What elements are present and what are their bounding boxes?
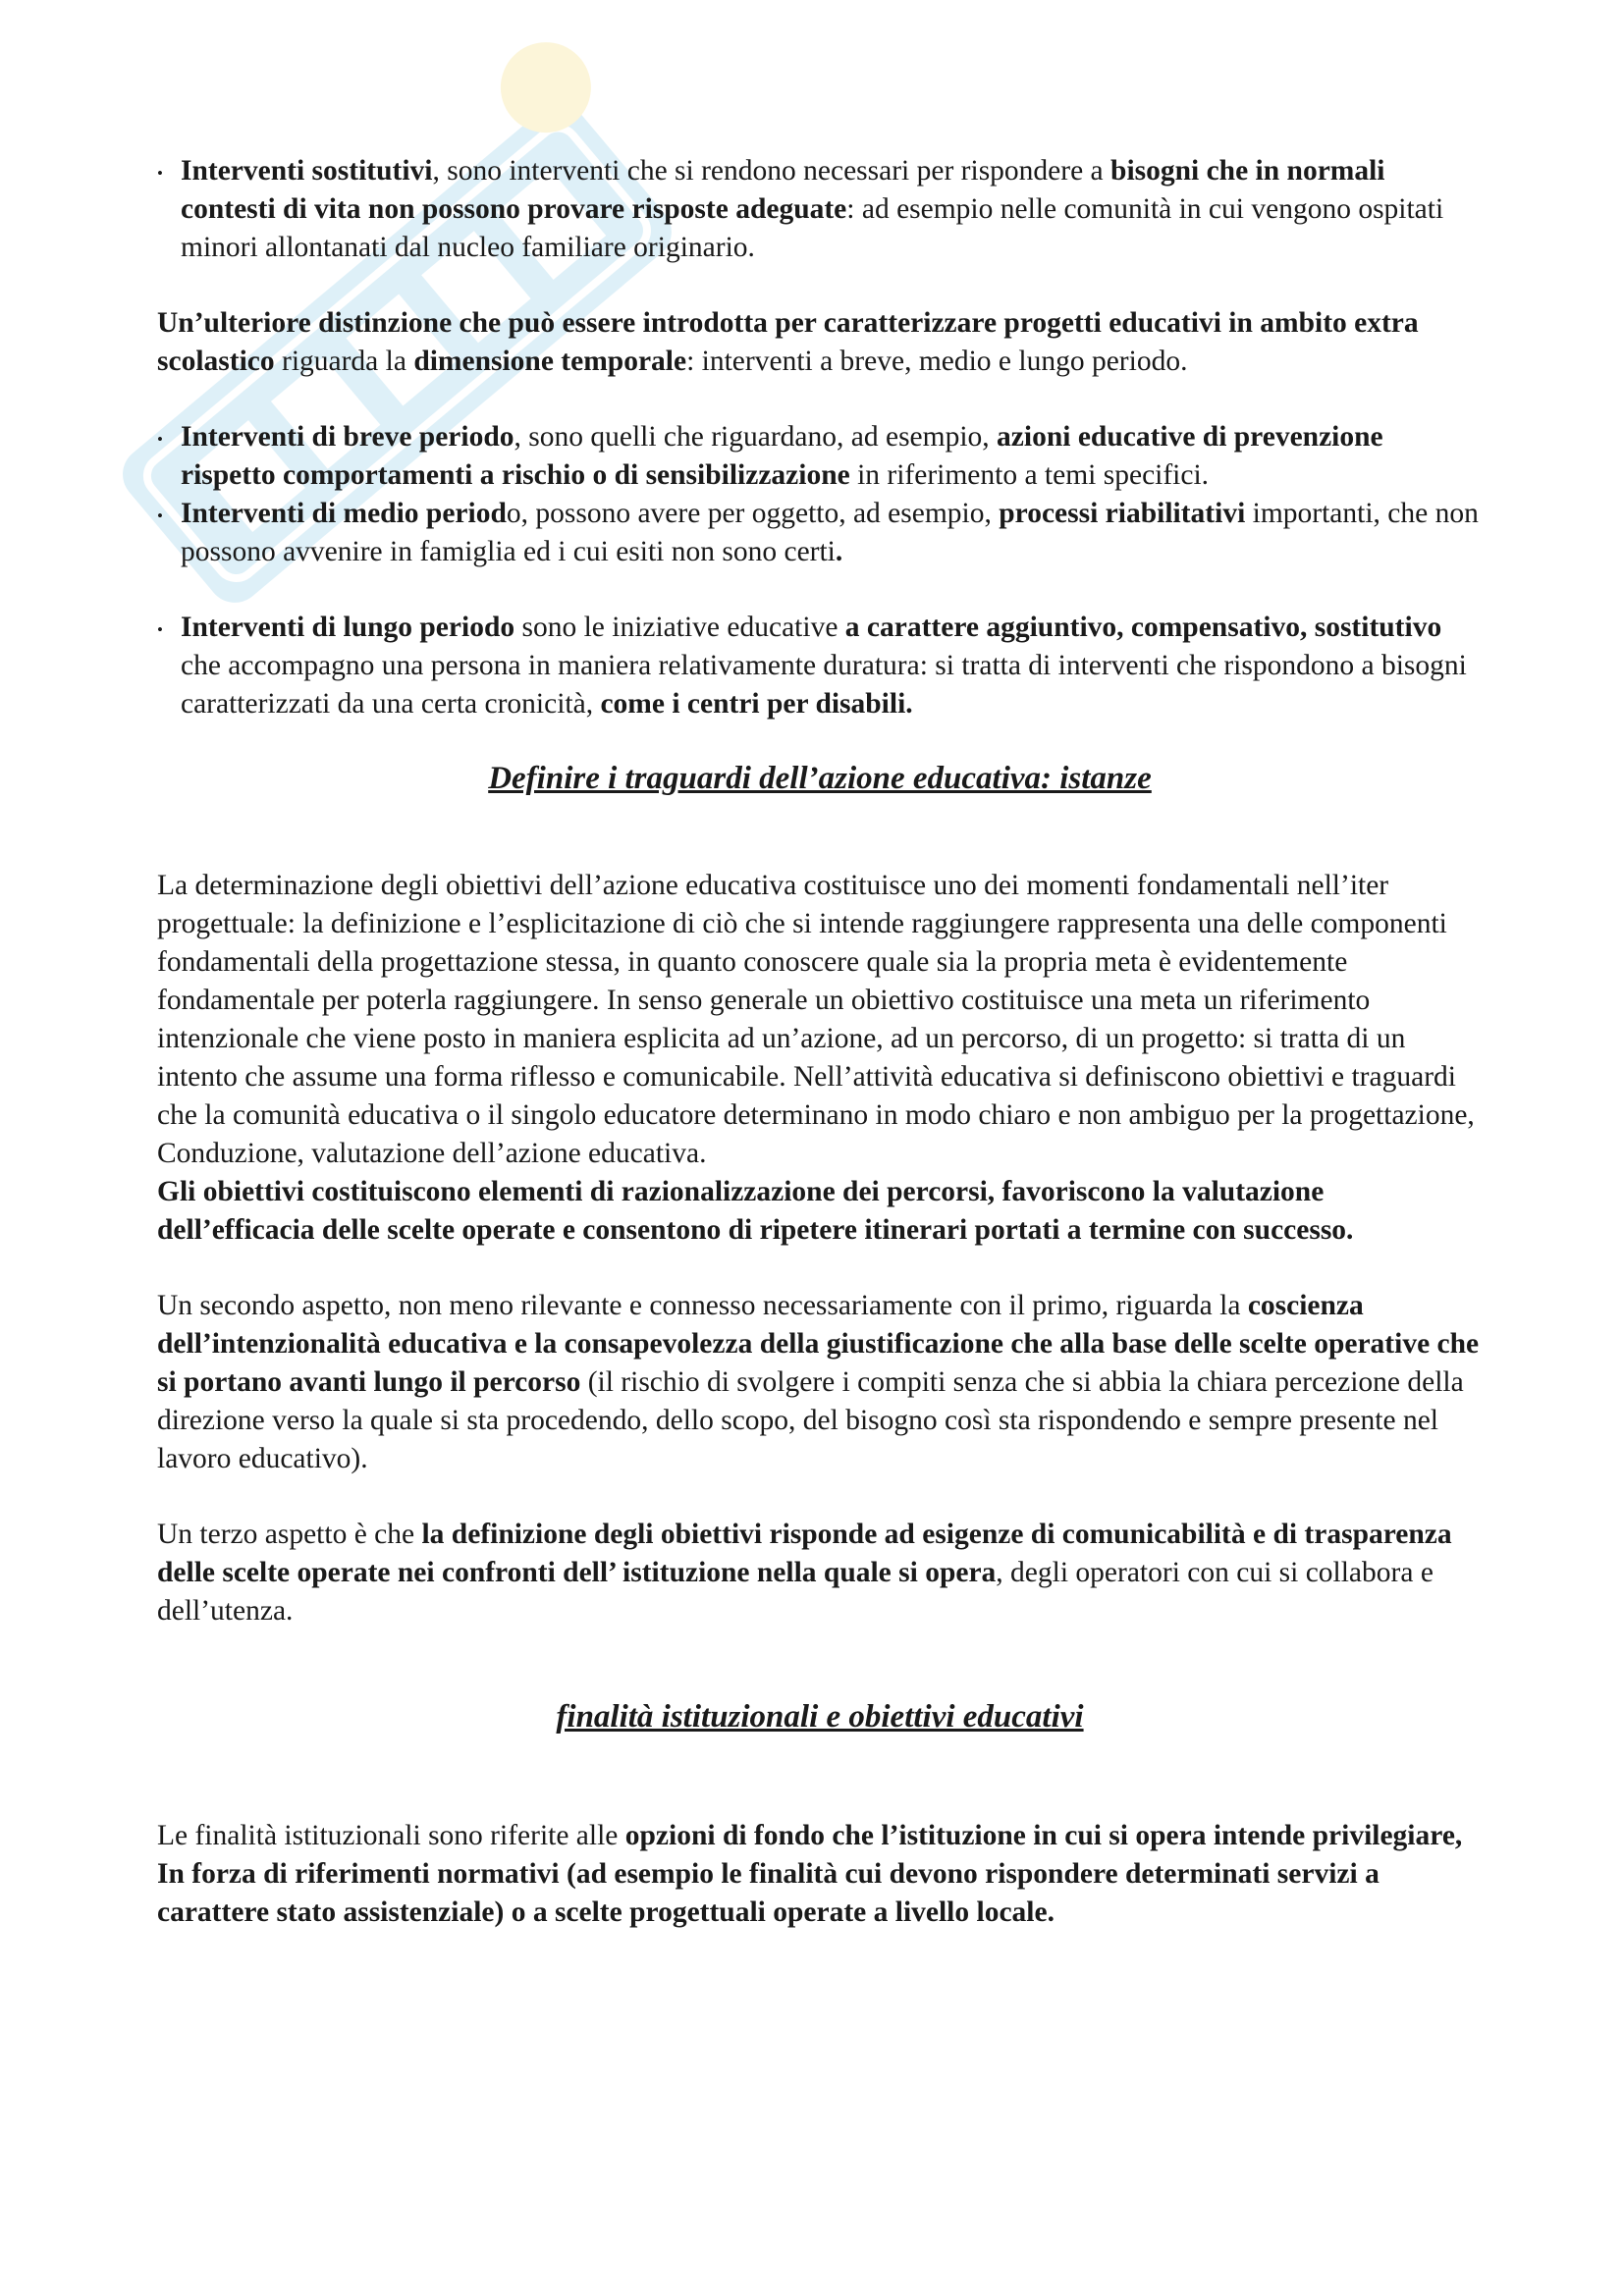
paragraph-razionalizzazione <box>157 1173 1483 1250</box>
bold-text-run: coscienza dell’intenzionalità educativa e la consapevolezza della giustificazione che alla base delle scelte operative che si portano avanti lungo il percorso <box>157 1290 1480 1398</box>
text-run: , sono quelli che riguardano, ad esempio, <box>514 421 998 453</box>
paragraph-obiettivi <box>157 867 1483 1173</box>
bold-text-run: opzioni di fondo che l’istituzione in cui si opera intende privilegiare, In forza di riferimenti normativi (ad esempio le finalità cui devono rispondere determinati servizi a carattere stato assistenziale) o a scelte progettuali operate a livello locale. <box>157 1820 1463 1928</box>
text-run: , sono interventi che si rendono necessari per rispondere a <box>432 155 1111 187</box>
document-page <box>157 152 1483 1932</box>
bold-text-run: dimensione temporale <box>413 346 687 377</box>
text-run: , degli operatori con cui si collabora e dell’utenza. <box>157 1557 1434 1627</box>
bold-text-run: Interventi di breve periodo <box>181 421 514 453</box>
paragraph-temporal-dimension <box>157 304 1483 381</box>
bold-text-run: processi riabilitativi <box>999 498 1246 529</box>
bullet-list-long <box>157 609 1483 723</box>
bold-text-run: bisogni che in normali contesti di vita non possono provare risposte adeguate <box>181 155 1385 225</box>
section-heading-finalita: finalità istituzionali e obiettivi educativi <box>556 1699 1084 1735</box>
paragraph-finalita-istituzionali <box>157 1817 1483 1932</box>
bullet-item <box>157 495 1483 571</box>
bold-text-run: Interventi di medio period <box>181 498 507 529</box>
text-run: o, possono avere per oggetto, ad esempio, <box>506 498 1000 529</box>
text-run: Le finalità istituzionali sono riferite alle <box>157 1820 625 1851</box>
text-run: La determinazione degli obiettivi dell’azione educativa costituisce uno dei momenti fondamentali nell’iter progettuale: la definizione e l’esplicitazione di ciò che si intende raggiungere rappresenta una delle componenti fondamentali della progettazione stessa, in quanto conoscere quale sia la propria meta è evidentemente fondamentale per poterla raggiungere. In senso generale un obiettivo costituisce una meta un riferimento intenzionale che viene posto in maniera esplicita ad un’azione, ad un percorso, di un progetto: si tratta di un intento che assume una forma riflesso e comunicabile. Nell’attività educativa si definiscono obiettivi e traguardi che la comunità educativa o il singolo educatore determinano in modo chiaro e non ambiguo per la progettazione, Conduzione, valutazione dell’azione educativa. <box>157 870 1475 1169</box>
text-run: importanti, che non possono avvenire in famiglia ed i cui esiti non sono certi <box>181 498 1479 567</box>
bold-text-run: Interventi di lungo periodo <box>181 612 515 643</box>
bold-text-run: a carattere aggiuntivo, compensativo, sostitutivo <box>844 612 1442 643</box>
bold-text-run: . <box>835 536 843 567</box>
bullet-list-substitutive <box>157 152 1483 267</box>
paragraph-terzo-aspetto <box>157 1516 1483 1630</box>
bold-text-run: come i centri per disabili. <box>600 688 913 720</box>
text-run: Un terzo aspetto è che <box>157 1519 422 1550</box>
section-heading-traguardi: Definire i traguardi dell’azione educativa: istanze <box>488 761 1152 796</box>
bullet-list-short-medium <box>157 418 1483 571</box>
text-run: : interventi a breve, medio e lungo periodo. <box>686 346 1188 377</box>
text-run: sono le iniziative educative <box>514 612 845 643</box>
bullet-item <box>157 418 1483 495</box>
bold-text-run: Interventi sostitutivi <box>181 155 433 187</box>
text-run: (il rischio di svolgere i compiti senza che si abbia la chiara percezione della direzione verso la quale si sta procedendo, dello scopo, del bisogno così sta rispondendo e sempre presente nel lavoro educativo). <box>157 1366 1464 1474</box>
bold-text-run: Gli obiettivi costituiscono elementi di razionalizzazione dei percorsi, favoriscono la valutazione dell’efficacia delle scelte operate e consentono di ripetere itinerari portati a termine con successo. <box>157 1176 1354 1246</box>
text-run: : ad esempio nelle comunità in cui vengono ospitati minori allontanati dal nucleo familiare originario. <box>181 193 1444 263</box>
text-run: riguarda la <box>274 346 414 377</box>
bullet-item <box>157 152 1483 267</box>
bold-text-run: Un’ulteriore distinzione che può essere introdotta per caratterizzare progetti educativi in ambito extra scolastico <box>157 307 1419 377</box>
paragraph-secondo-aspetto <box>157 1287 1483 1478</box>
text-run: che accompagno una persona in maniera relativamente duratura: si tratta di interventi che rispondono a bisogni caratterizzati da una certa cronicità, <box>181 650 1467 720</box>
text-run: Un secondo aspetto, non meno rilevante e connesso necessariamente con il primo, riguarda la <box>157 1290 1248 1321</box>
text-run: in riferimento a temi specifici. <box>849 459 1210 491</box>
bold-text-run: la definizione degli obiettivi risponde ad esigenze di comunicabilità e di trasparenza delle scelte operate nei confronti dell’ istituzione nella quale si opera <box>157 1519 1452 1588</box>
bold-text-run: azioni educative di prevenzione rispetto comportamenti a rischio o di sensibilizzazione <box>181 421 1383 491</box>
bullet-item <box>157 609 1483 723</box>
